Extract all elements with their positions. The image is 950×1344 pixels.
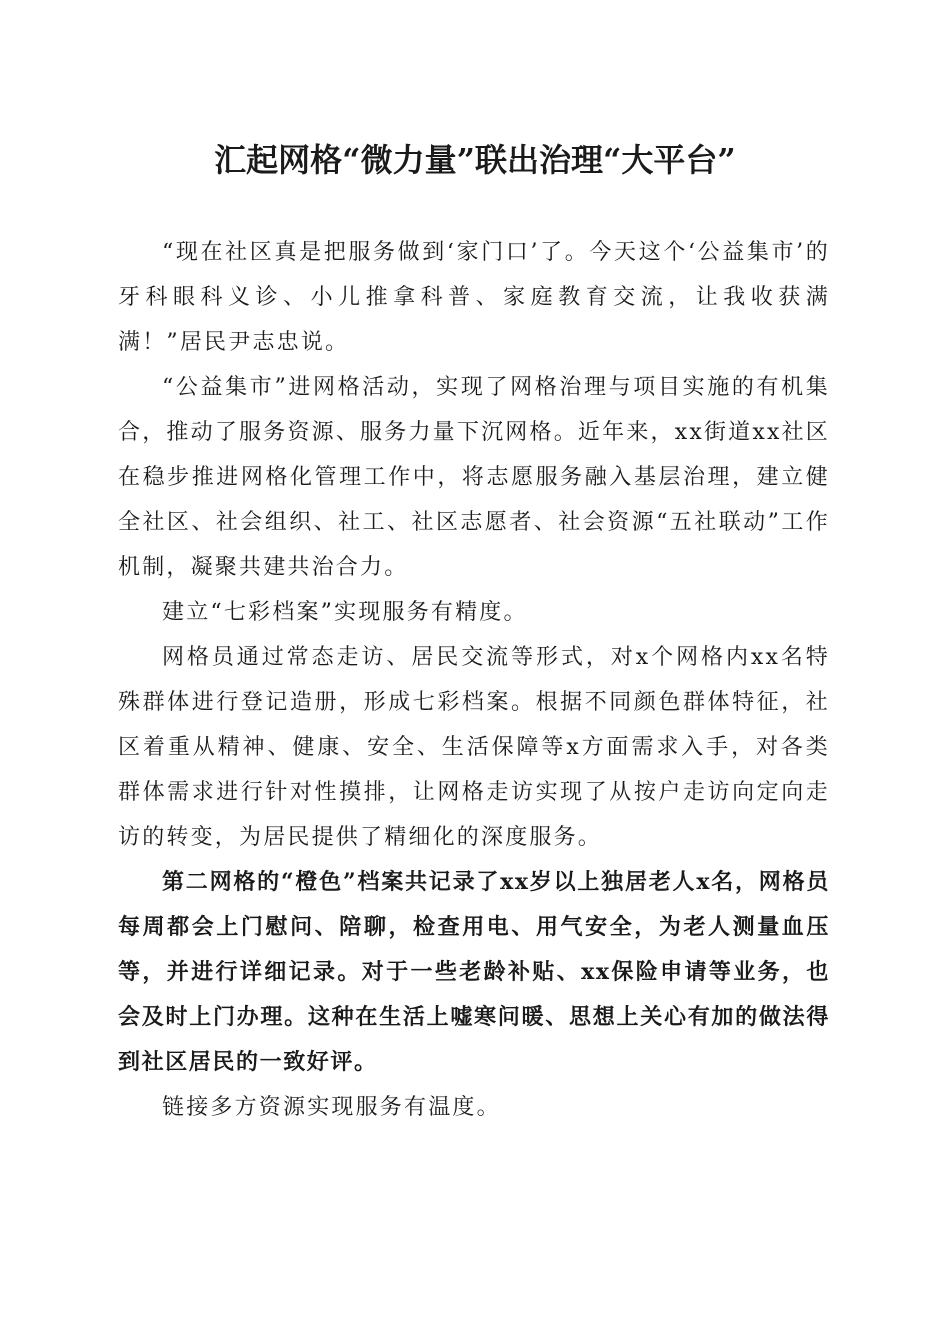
paragraph-archive: 网格员通过常态走访、居民交流等形式，对x个网格内xx名特殊群体进行登记造册，形成七彩档案。根据不同颜色群体特征，社区着重从精神、健康、安全、生活保障等x方面需求入手，对各类群体需求进行针对性摸排，让网格走访实现了从按户走访向定向走访的转变，为居民提供了精细化的深度服务。 (118, 645, 830, 850)
document-title: 汇起网格“微力量”联出治理“大平台” (214, 141, 736, 179)
paragraph-quote: “现在社区真是把服务做到‘家门口’了。今天这个‘公益集市’的牙科眼科义诊、小儿推拿科普、家庭教育交流，让我收获满满！”居民尹志忠说。 (118, 240, 830, 355)
paragraph-intro: “公益集市”进网格活动，实现了网格治理与项目实施的有机集合，推动了服务资源、服务力量下沉网格。近年来，xx街道xx社区在稳步推进网格化管理工作中，将志愿服务融入基层治理，建立健全社区、社会组织、社工、社区志愿者、社会资源“五社联动”工作机制，凝聚共建共治合力。 (118, 375, 830, 580)
section-heading-archive: 建立“七彩档案”实现服务有精度。 (162, 600, 528, 625)
section-heading-resources: 链接多方资源实现服务有温度。 (162, 1095, 501, 1120)
paragraph-orange-archive: 第二网格的“橙色”档案共记录了xx岁以上独居老人x名，网格员每周都会上门慰问、陪聊，检查用电、用气安全，为老人测量血压等，并进行详细记录。对于一些老龄补贴、xx保险申请等业务，也会及时上门办理。这种在生活上嘘寒问暖、思想上关心有加的做法得到社区居民的一致好评。 (118, 869, 830, 1075)
document-body (118, 230, 830, 1130)
